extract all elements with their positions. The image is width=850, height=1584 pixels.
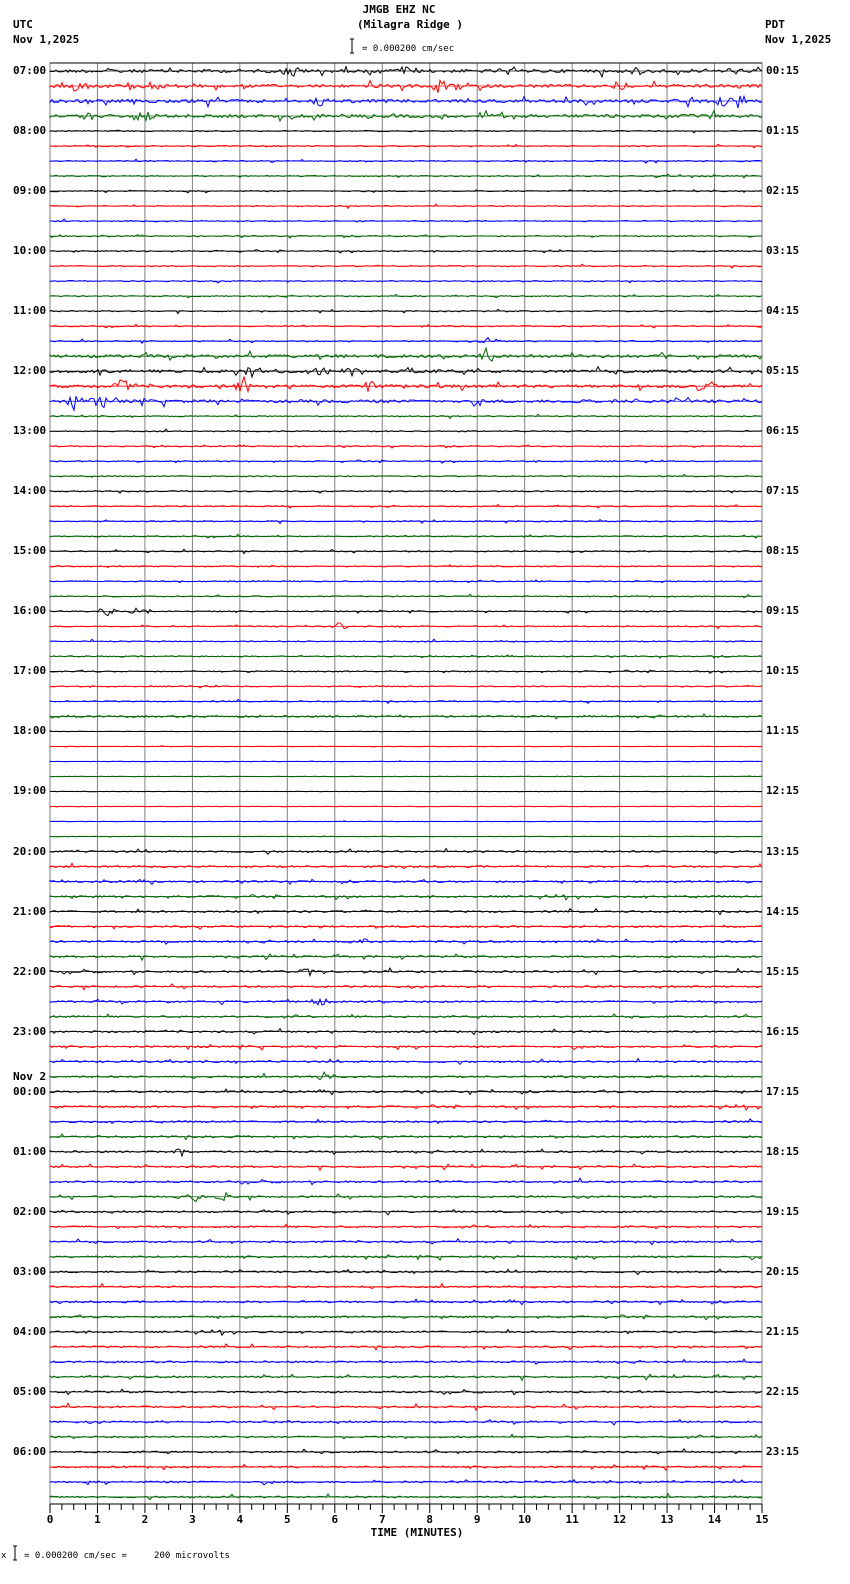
seismic-trace bbox=[50, 1255, 762, 1260]
pdt-hour-label: 22:15 bbox=[766, 1384, 800, 1398]
pdt-hour-label: 20:15 bbox=[766, 1264, 800, 1278]
x-tick-label: 0 bbox=[46, 1513, 54, 1526]
x-tick-label: 7 bbox=[378, 1513, 386, 1526]
pdt-hour-label: 21:15 bbox=[766, 1324, 800, 1338]
pdt-hour-label: 05:15 bbox=[766, 364, 800, 378]
seismic-trace bbox=[50, 396, 762, 410]
pdt-hour-label: 02:15 bbox=[766, 184, 800, 198]
utc-hour-label: 12:00 bbox=[13, 364, 47, 378]
utc-hour-label: 16:00 bbox=[13, 604, 47, 618]
seismic-trace bbox=[50, 954, 762, 960]
utc-hour-label: 05:00 bbox=[13, 1384, 47, 1398]
seismic-trace bbox=[50, 67, 762, 77]
x-tick-label: 8 bbox=[426, 1513, 434, 1526]
utc-hour-label: 19:00 bbox=[13, 784, 47, 798]
utc-hour-label: 20:00 bbox=[13, 844, 47, 858]
pdt-hour-label: 08:15 bbox=[766, 544, 800, 558]
seismic-trace bbox=[50, 80, 762, 92]
seismic-trace bbox=[50, 96, 762, 108]
station-title: JMGB EHZ NC bbox=[362, 3, 436, 16]
pdt-hour-label: 09:15 bbox=[766, 604, 800, 618]
pdt-hour-label: 23:15 bbox=[766, 1444, 800, 1458]
utc-hour-label: 02:00 bbox=[13, 1204, 47, 1218]
date-change-label: Nov 2 bbox=[13, 1069, 47, 1083]
x-tick-label: 15 bbox=[755, 1513, 769, 1526]
left-date: Nov 1,2025 bbox=[13, 33, 80, 46]
utc-hour-label: 14:00 bbox=[13, 484, 47, 498]
utc-hour-label: 03:00 bbox=[13, 1264, 47, 1278]
x-tick-label: 1 bbox=[94, 1513, 101, 1526]
footer-scale: = 0.000200 cm/sec = 200 microvolts bbox=[24, 1551, 230, 1561]
pdt-hour-label: 16:15 bbox=[766, 1024, 800, 1038]
pdt-hour-label: 18:15 bbox=[766, 1144, 800, 1158]
seismic-trace bbox=[50, 1164, 762, 1170]
seismic-trace bbox=[50, 594, 762, 597]
seismic-trace bbox=[50, 474, 762, 477]
station-location: (Milagra Ridge ) bbox=[357, 18, 463, 31]
plot-frame bbox=[50, 63, 762, 1504]
x-tick-label: 9 bbox=[473, 1513, 481, 1526]
x-tick-label: 4 bbox=[236, 1513, 244, 1526]
seismic-trace bbox=[50, 130, 762, 133]
x-tick-label: 6 bbox=[331, 1513, 339, 1526]
x-tick-label: 10 bbox=[518, 1513, 532, 1526]
utc-hour-label: 21:00 bbox=[13, 904, 47, 918]
seismic-trace bbox=[50, 338, 762, 344]
utc-hour-label: 08:00 bbox=[13, 124, 47, 138]
seismic-trace bbox=[50, 1045, 762, 1050]
left-timezone: UTC bbox=[13, 18, 33, 31]
pdt-hour-label: 03:15 bbox=[766, 244, 800, 258]
seismic-trace bbox=[50, 1210, 762, 1215]
x-tick-label: 5 bbox=[284, 1513, 291, 1526]
x-tick-label: 12 bbox=[612, 1513, 627, 1526]
x-tick-label: 11 bbox=[565, 1513, 579, 1526]
seismic-trace bbox=[50, 1284, 762, 1289]
pdt-hour-label: 11:15 bbox=[766, 724, 800, 738]
seismic-trace bbox=[50, 1149, 762, 1156]
pdt-hour-label: 13:15 bbox=[766, 844, 800, 858]
seismic-trace bbox=[50, 377, 762, 392]
utc-hour-label: 23:00 bbox=[13, 1024, 47, 1038]
utc-hour-label: 13:00 bbox=[13, 424, 47, 438]
x-axis-title: TIME (MINUTES) bbox=[370, 1526, 464, 1539]
pdt-hour-label: 06:15 bbox=[766, 424, 800, 438]
seismic-trace bbox=[50, 895, 762, 900]
pdt-hour-label: 01:15 bbox=[766, 124, 800, 138]
utc-hour-label: 10:00 bbox=[13, 244, 47, 258]
utc-hour-label: 04:00 bbox=[13, 1324, 47, 1338]
utc-hour-label: 00:00 bbox=[13, 1084, 47, 1098]
pdt-hour-label: 14:15 bbox=[766, 904, 800, 918]
pdt-hour-label: 12:15 bbox=[766, 784, 800, 798]
utc-hour-label: 06:00 bbox=[13, 1444, 47, 1458]
seismic-trace bbox=[50, 1193, 762, 1202]
pdt-hour-label: 10:15 bbox=[766, 664, 800, 678]
utc-hour-label: 22:00 bbox=[13, 964, 47, 978]
seismic-trace bbox=[50, 348, 762, 361]
seismic-trace bbox=[50, 925, 762, 929]
utc-hour-label: 07:00 bbox=[13, 64, 47, 77]
right-timezone: PDT bbox=[765, 18, 785, 31]
utc-hour-label: 17:00 bbox=[13, 664, 47, 678]
x-tick-label: 13 bbox=[660, 1513, 674, 1526]
x-tick-label: 3 bbox=[189, 1513, 196, 1526]
pdt-hour-label: 19:15 bbox=[766, 1204, 800, 1218]
utc-hour-label: 01:00 bbox=[13, 1144, 47, 1158]
seismic-trace bbox=[50, 1315, 762, 1320]
seismic-trace bbox=[50, 1119, 762, 1124]
seismic-trace bbox=[50, 1105, 762, 1110]
x-tick-label: 2 bbox=[141, 1513, 149, 1526]
seismic-trace bbox=[50, 1374, 762, 1380]
seismic-trace bbox=[50, 1330, 762, 1336]
utc-hour-label: 18:00 bbox=[13, 724, 47, 738]
pdt-hour-label: 17:15 bbox=[766, 1084, 800, 1098]
pdt-hour-label: 15:15 bbox=[766, 964, 800, 978]
seismic-trace bbox=[50, 608, 762, 615]
pdt-hour-label: 04:15 bbox=[766, 304, 800, 318]
pdt-hour-label: 07:15 bbox=[766, 484, 800, 498]
seismic-trace bbox=[50, 1072, 762, 1079]
seismic-trace bbox=[50, 1449, 762, 1454]
right-date: Nov 1,2025 bbox=[765, 33, 832, 46]
footer-prefix: x bbox=[1, 1551, 7, 1561]
utc-hour-label: 09:00 bbox=[13, 184, 47, 198]
utc-hour-label: 11:00 bbox=[13, 304, 47, 318]
seismic-trace bbox=[50, 863, 762, 868]
pdt-hour-label: 00:15 bbox=[766, 64, 800, 77]
scale-label: = 0.000200 cm/sec bbox=[362, 44, 455, 54]
x-tick-label: 14 bbox=[707, 1513, 722, 1526]
utc-hour-label: 15:00 bbox=[13, 544, 47, 558]
seismic-trace bbox=[50, 367, 762, 377]
seismic-trace bbox=[50, 623, 762, 629]
